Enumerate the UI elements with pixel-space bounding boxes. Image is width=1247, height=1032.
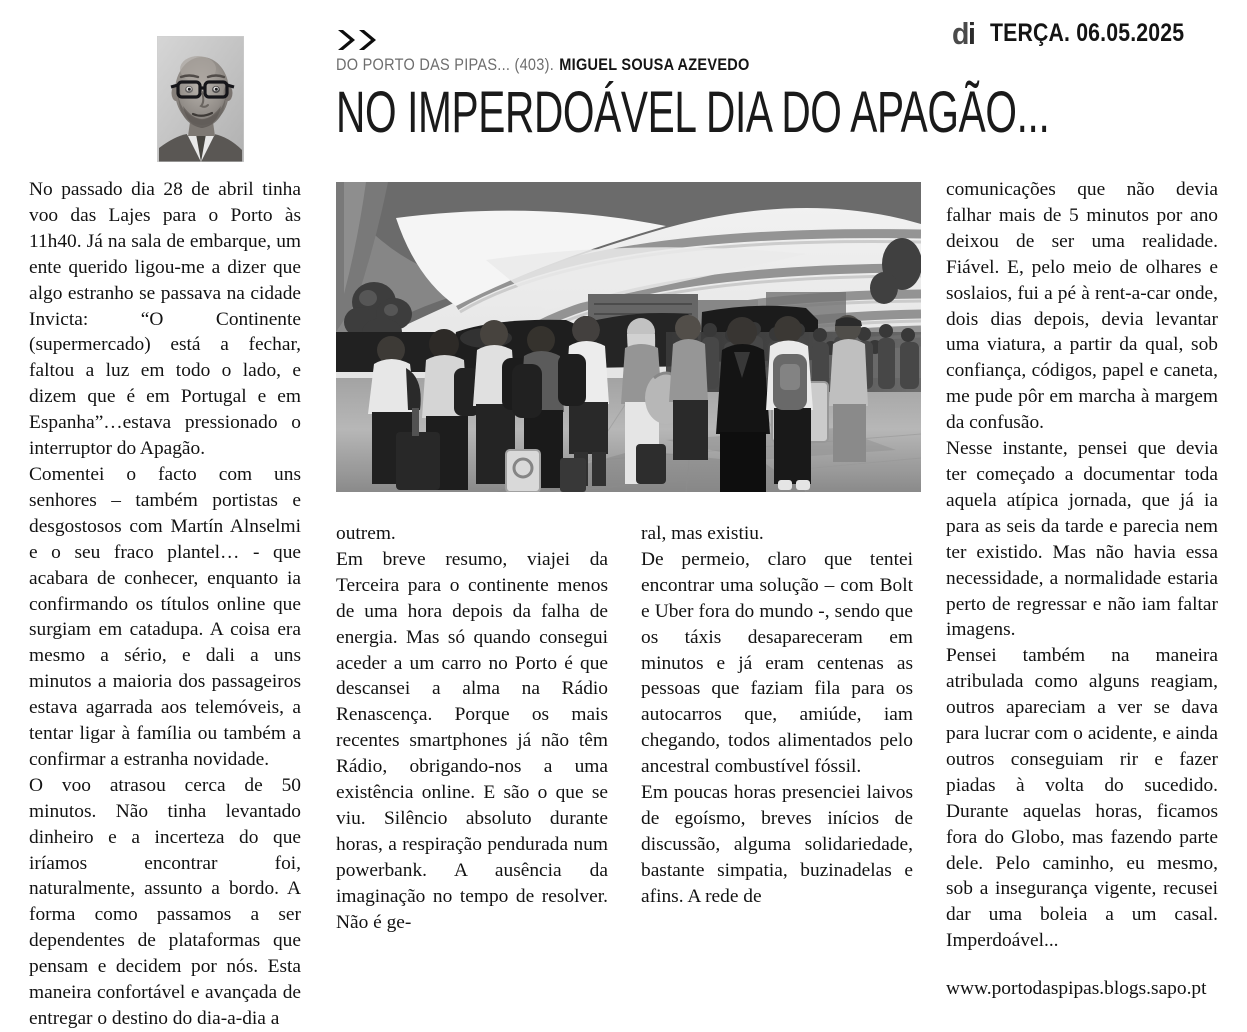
- blog-url[interactable]: www.portodaspipas.blogs.sapo.pt: [946, 978, 1207, 1000]
- paragraph: Em poucas horas presenciei laivos de egoísmo, breves inícios de discussão, alguma solidariedade, bastante simpatia, buzinadelas e afins. A rede de: [641, 782, 913, 907]
- paragraph: Comentei o facto com uns senhores – também portistas e desgostosos com Martín Alnselmi e o seu fraco plantel… - que acabara de conhecer, enquanto ia confirmando os títulos online que surgiam em catadupa. A coisa era mesmo a sério, e dali a uns minutos a maioria dos passageiros estava agarrada aos telemóveis, a tentar ligar à família ou também a confirmar a estranha novidade.: [29, 463, 301, 770]
- body-column-2: [336, 521, 608, 936]
- body-column-3: [641, 521, 913, 910]
- paragraph: Em breve resumo, viajei da Terceira para o continente menos de uma hora depois da falha de energia. Mas só quando consegui aceder a um carro no Porto é que descansei a alma na Rádio Renascença. Porque os mais recentes smartphones já não têm Rádio, obrigando-nos a uma existência online. E são o que se viu. Silêncio absoluto durante horas, a respiração pendurada num powerbank. A ausência da imaginação no tempo de resolver. Não é ge-: [336, 548, 608, 933]
- paragraph: De permeio, claro que tentei encontrar uma solução – com Bolt e Uber fora do mundo -, sendo que os táxis desapareceram em minutos e já eram centenas as pessoas que faziam fila para os autocarros que, amiúde, iam chegando, todos alimentados pelo ancestral combustível fóssil.: [641, 548, 913, 778]
- kicker-series: DO PORTO DAS PIPAS... (403).: [336, 56, 555, 74]
- paragraph: O voo atrasou cerca de 50 minutos. Não tinha levantado dinheiro e a incerteza do que iríamos encontrar foi, naturalmente, assunto a bordo. A forma como passamos a ser dependentes de plataformas que pensam e decidem por nós. Esta maneira confortável e avançada de entregar o destino do dia-a-dia a: [29, 774, 301, 1029]
- article-byline: MIGUEL SOUSA AZEVEDO: [559, 56, 750, 74]
- double-chevron-right-icon: [336, 28, 996, 54]
- di-logo-i: i: [967, 16, 975, 51]
- author-portrait: [157, 36, 244, 162]
- paragraph: comunicações que não devia falhar mais de 5 minutos por ano deixou de ser uma realidade. Fiável. E, pelo meio de olhares e soslaios, fui a pé à rent-a-car onde, dois dias depois, devia levantar uma viatura, a partir da qual, sob confiança, códigos, papel e caneta, me pude pôr em marcha à margem da confusão.: [946, 179, 1218, 434]
- paragraph: Pensei também na maneira atribulada como alguns reagiam, outros apareciam a ver se dava para lucrar com o acidente, e ainda outros conseguiam rir e fazer piadas à volta do sucedido. Durante aquelas horas, ficamos fora do Globo, mas fazendo parte dele. Pelo caminho, eu mesmo, sob a insegurança vigente, recusei dar uma boleia a um casal. Imperdoável...: [946, 645, 1218, 952]
- di-logo-d: d: [951, 16, 968, 51]
- paragraph: ral, mas existiu.: [641, 523, 764, 544]
- article-header: [336, 28, 1050, 146]
- body-column-4: [946, 177, 1218, 1002]
- article-headline: NO IMPERDOÁVEL DIA DO APAGÃO...: [336, 80, 1050, 146]
- article-kicker: [336, 56, 917, 74]
- body-column-1: [29, 177, 301, 1032]
- paragraph: No passado dia 28 de abril tinha voo das Lajes para o Porto às 11h40. Já na sala de embarque, um ente querido ligou-me a dizer que algo estranho se passava na cidade Invicta: “O Continente (supermercado) está a fechar, faltou a luz em todo o lado, e dizem que é em Portugal e em Espanha”…estava pressionado o interruptor do Apagão.: [29, 179, 301, 460]
- paragraph: Nesse instante, pensei que devia ter começado a documentar toda aquela atípica jornada, que já ia para as seis da tarde e parecia nem ter existido. Mas não havia essa necessidade, a normalidade estaria perto de regressar e não iam faltar imagens.: [946, 438, 1218, 641]
- publication-date: TERÇA. 06.05.2025: [990, 19, 1185, 47]
- paragraph: outrem.: [336, 523, 396, 544]
- article-photo: [336, 182, 921, 492]
